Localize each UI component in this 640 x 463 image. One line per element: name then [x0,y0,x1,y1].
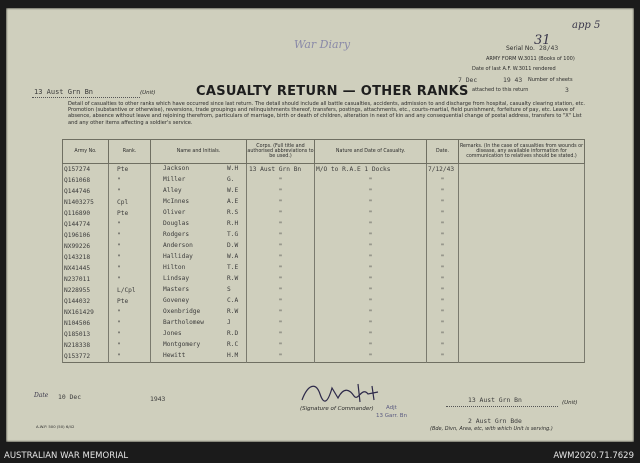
cell-surname: Jones [163,330,182,337]
cell-surname: Miller [163,176,186,183]
table-row [63,219,585,230]
cell-name [151,230,247,241]
col-rank: Rank. [109,140,151,164]
cell-name [151,263,247,274]
cell-rank: " [109,307,151,318]
cell-surname: McInnes [163,198,190,205]
col-corps: Corps. (Full title and authorised abbreviations to be used.) [247,140,315,164]
cell-army-no: NX161429 [63,307,109,318]
last-af-date: 7 Dec [458,76,478,84]
cell-rank: " [109,351,151,363]
cell-date: " [427,351,459,363]
cell-initials: R.W [227,275,239,282]
table-row [63,164,585,176]
cell-initials: W.E [227,187,239,194]
cell-remarks [459,318,585,329]
attached-label: attached to this return [472,87,529,93]
year-value: 1943 [150,395,166,403]
cell-remarks [459,285,585,296]
cell-rank: " [109,274,151,285]
col-date: Date. [427,140,459,164]
cell-remarks [459,351,585,363]
form-title: CASUALTY RETURN — OTHER RANKS [196,84,469,99]
cell-corps: " [247,329,315,340]
cell-army-no: Q196106 [63,230,109,241]
cell-name [151,241,247,252]
cell-date: " [427,307,459,318]
serial-no-handwritten: 31 [534,33,551,48]
cell-date: 7/12/43 [427,164,459,176]
cell-army-no: Q144032 [63,296,109,307]
cell-corps: " [247,340,315,351]
cell-surname: Halliday [163,253,193,260]
cell-nature: " [315,252,427,263]
cell-initials: T.G [227,231,239,238]
cell-corps: " [247,263,315,274]
col-remarks: Remarks. (In the case of casualties from wounds or disease, any available information for communication to relatives should be stated.) [459,140,585,164]
cell-rank: " [109,186,151,197]
cell-surname: Bartholomew [163,319,204,326]
cell-corps: " [247,175,315,186]
cell-initials: T.E [227,264,239,271]
cell-remarks [459,263,585,274]
cell-date: " [427,274,459,285]
cell-army-no: Q116890 [63,208,109,219]
cell-remarks [459,164,585,176]
cell-date: " [427,197,459,208]
cell-date: " [427,186,459,197]
cell-rank: L/Cpl [109,285,151,296]
cell-remarks [459,197,585,208]
cell-name [151,318,247,329]
last-af-label: Date of last A.F. W.3011 rendered [472,66,556,72]
cell-army-no: Q144774 [63,219,109,230]
cell-nature: " [315,263,427,274]
commander-signature [298,380,408,406]
cell-corps: " [247,274,315,285]
cell-initials: W.H [227,165,239,172]
cell-nature: M/O to R.A.E 1 Docks [315,164,427,176]
table-row [63,208,585,219]
cell-corps: " [247,296,315,307]
last-af-year: 19 43 [503,76,523,84]
cell-nature: " [315,285,427,296]
cell-remarks [459,274,585,285]
cell-surname: Anderson [163,242,193,249]
cell-corps: " [247,186,315,197]
instructions-text: Detail of casualties to other ranks which have occurred since last return. The detail should include all battle casualties, accidents, admission to and discharge from hospital, casualty clearing station, etc. Promotion (substantive or otherwise), reversions, trade groupings and relinquishments thereof, transfers, postings, attachments, etc., courts-martial, field punishment, forfeiture of pay, etc. Leave of absence, absence without leave and rejoining therefrom, particulars of marriage, birth or death of children, alteration in next of kin and any consequential change of postal address, transfers to "X" List and any other items affecting a soldier's service. [68,101,585,126]
cell-army-no: NX41445 [63,263,109,274]
cell-date: " [427,318,459,329]
cell-corps: " [247,318,315,329]
cell-initials: W.A [227,253,239,260]
footer-unit-label: (Unit) [562,400,578,406]
table-row [63,252,585,263]
casualty-return-form [6,8,634,442]
col-nature: Nature and Date of Casualty. [315,140,427,164]
cell-nature: " [315,340,427,351]
cell-name [151,307,247,318]
cell-corps: " [247,351,315,363]
table-row [63,340,585,351]
cell-date: " [427,329,459,340]
serial-no-value: 28/43 [539,44,559,52]
table-row [63,175,585,186]
cell-rank: " [109,175,151,186]
cell-name [151,296,247,307]
cell-army-no: Q185013 [63,329,109,340]
unit-value: 13 Aust Grn Bn [34,88,94,96]
cell-nature: " [315,296,427,307]
cell-surname: Hilton [163,264,186,271]
cell-initials: G. [227,176,235,183]
cell-corps: " [247,285,315,296]
cell-remarks [459,252,585,263]
unit-label: (Unit) [140,90,156,96]
cell-corps: " [247,230,315,241]
cell-rank: " [109,219,151,230]
cell-initials: S [227,286,231,293]
cell-corps: " [247,241,315,252]
cell-army-no: N104506 [63,318,109,329]
cell-remarks [459,186,585,197]
cell-surname: Oliver [163,209,186,216]
war-diary-handwriting: War Diary [294,38,351,51]
cell-nature: " [315,241,427,252]
attached-value: 3 [565,86,569,94]
cell-nature: " [315,186,427,197]
cell-nature: " [315,318,427,329]
cell-remarks [459,329,585,340]
cell-name [151,285,247,296]
cell-remarks [459,208,585,219]
cell-name [151,274,247,285]
cell-remarks [459,296,585,307]
printer-mark: A.W.P. 500 (50) 6/42 [36,424,75,429]
cell-name [151,252,247,263]
cell-nature: " [315,197,427,208]
archive-name: AUSTRALIAN WAR MEMORIAL [4,451,129,461]
cell-surname: Oxenbridge [163,308,201,315]
cell-date: " [427,230,459,241]
cell-nature: " [315,208,427,219]
table-row [63,307,585,318]
cell-corps: " [247,219,315,230]
cell-initials: R.D [227,330,239,337]
cell-nature: " [315,274,427,285]
cell-surname: Montgomery [163,341,201,348]
cell-rank: " [109,329,151,340]
cell-army-no: N237011 [63,274,109,285]
cell-name [151,164,247,176]
cell-army-no: Q161068 [63,175,109,186]
cell-initials: R.C [227,341,239,348]
archive-caption-bar [0,449,640,463]
cell-rank: Pte [109,296,151,307]
cell-nature: " [315,329,427,340]
table-row [63,318,585,329]
table-row [63,230,585,241]
cell-corps: " [247,307,315,318]
formation-label: (Bde, Divn, Area, etc, with which Unit is serving.) [430,426,553,432]
stamp-adjt: Adjt [386,405,397,411]
cell-date: " [427,219,459,230]
cell-name [151,340,247,351]
cell-nature: " [315,351,427,363]
date-label: Date [34,392,49,399]
cell-army-no: Q157274 [63,164,109,176]
cell-date: " [427,340,459,351]
cell-initials: A.E [227,198,239,205]
table-row [63,263,585,274]
cell-remarks [459,175,585,186]
cell-nature: " [315,219,427,230]
appendix-annotation: app 5 [572,20,601,31]
cell-army-no: N228955 [63,285,109,296]
cell-date: " [427,241,459,252]
cell-name [151,175,247,186]
cell-army-no: Q153772 [63,351,109,363]
cell-name [151,219,247,230]
col-name: Name and Initials. [151,140,247,164]
cell-army-no: Q143218 [63,252,109,263]
cell-nature: " [315,230,427,241]
cell-rank: Cpl [109,197,151,208]
cell-surname: Hewitt [163,352,186,359]
cell-army-no: Q144746 [63,186,109,197]
footer-unit-value: 13 Aust Grn Bn [468,396,522,404]
cell-surname: Goveney [163,297,190,304]
archive-accession: AWM2020.71.7629 [553,451,634,461]
cell-initials: R.H [227,220,239,227]
cell-remarks [459,230,585,241]
army-form-label: ARMY FORM W.3011 (Books of 100) [486,56,575,62]
cell-surname: Masters [163,286,190,293]
cell-corps: " [247,252,315,263]
cell-date: " [427,208,459,219]
cell-surname: Jackson [163,165,190,172]
cell-date: " [427,175,459,186]
cell-initials: C.A [227,297,239,304]
table-row [63,186,585,197]
cell-corps: " [247,208,315,219]
cell-surname: Rodgers [163,231,190,238]
cell-rank: " [109,318,151,329]
table-row [63,285,585,296]
table-row [63,329,585,340]
cell-army-no: N1403275 [63,197,109,208]
table-row [63,197,585,208]
cell-army-no: NX99226 [63,241,109,252]
cell-rank: " [109,241,151,252]
cell-rank: " [109,340,151,351]
cell-date: " [427,263,459,274]
formation-value: 2 Aust Grn Bde [468,417,522,425]
cell-remarks [459,307,585,318]
cell-remarks [459,241,585,252]
cell-corps: 13 Aust Grn Bn [247,164,315,176]
cell-nature: " [315,307,427,318]
cell-name [151,208,247,219]
cell-rank: Pte [109,164,151,176]
stamp-battalion: 13 Garr. Bn [376,413,408,419]
table-row [63,351,585,363]
cell-initials: D.W [227,242,239,249]
cell-name [151,351,247,363]
cell-name [151,197,247,208]
cell-nature: " [315,175,427,186]
cell-surname: Alley [163,187,182,194]
cell-surname: Douglas [163,220,190,227]
cell-date: " [427,252,459,263]
cell-initials: R.S [227,209,239,216]
cell-initials: J [227,319,231,326]
cell-corps: " [247,197,315,208]
table-row [63,296,585,307]
cell-remarks [459,340,585,351]
cell-surname: Lindsay [163,275,190,282]
cell-rank: " [109,252,151,263]
date-value: 10 Dec [58,393,82,401]
casualty-table [62,139,585,363]
table-row [63,274,585,285]
cell-initials: R.W [227,308,239,315]
cell-rank: " [109,263,151,274]
cell-name [151,186,247,197]
cell-rank: Pte [109,208,151,219]
cell-remarks [459,219,585,230]
cell-army-no: N218338 [63,340,109,351]
table-row [63,241,585,252]
signature-label: (Signature of Commander) [300,406,374,412]
cell-name [151,329,247,340]
col-army-no: Army No. [63,140,109,164]
serial-no-label: Serial No. [506,45,535,52]
cell-initials: H.M [227,352,239,359]
cell-date: " [427,296,459,307]
cell-date: " [427,285,459,296]
sheets-label: Number of sheets [528,77,573,83]
cell-rank: " [109,230,151,241]
